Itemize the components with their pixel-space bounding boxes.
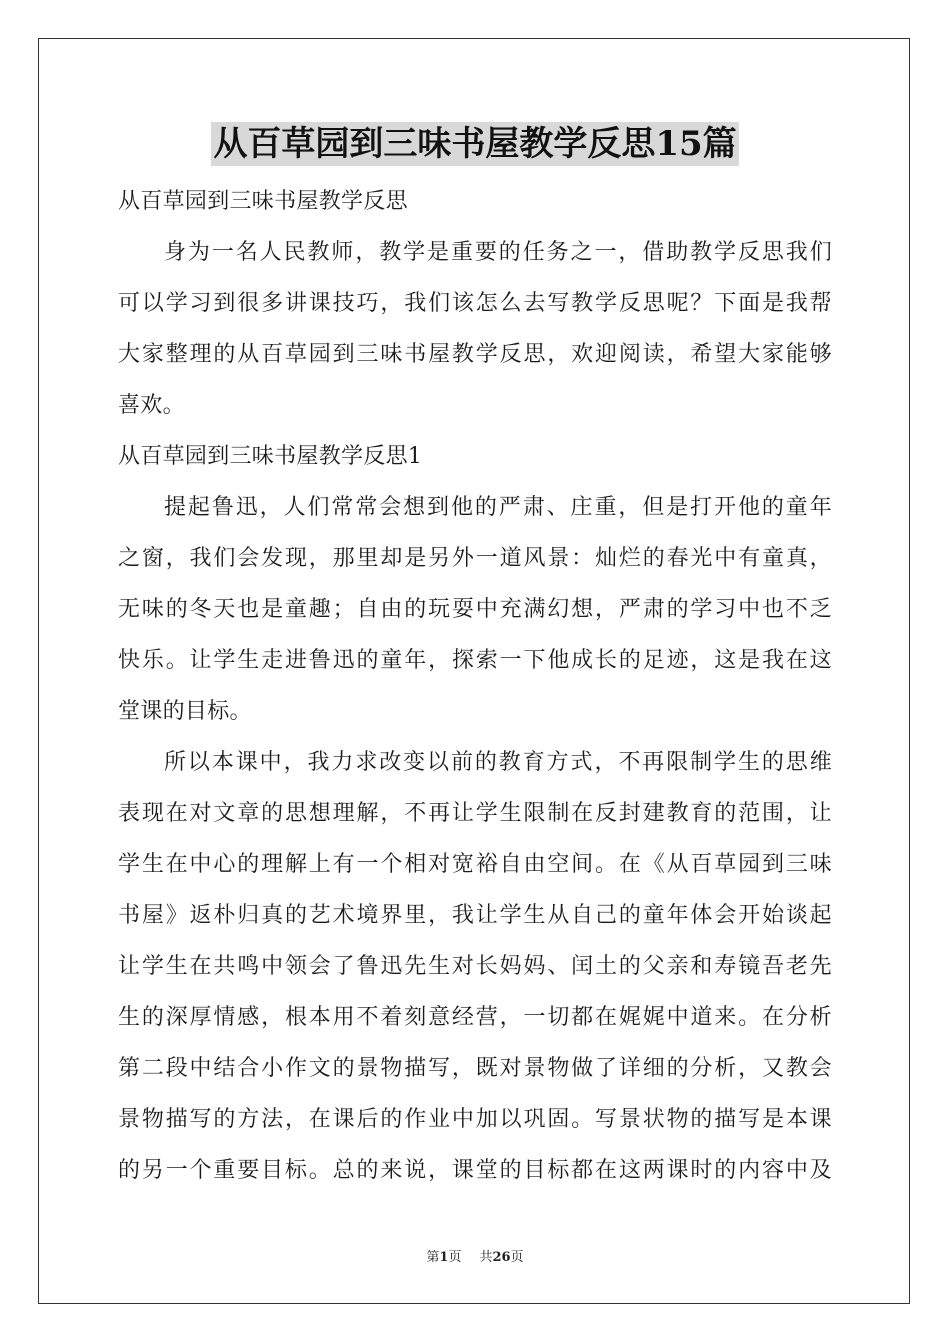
section-heading: 从百草园到三味书屋教学反思1 xyxy=(118,444,423,469)
text-line: 大家整理的从百草园到三味书屋教学反思，欢迎阅读，希望大家能够 xyxy=(118,342,832,367)
section1-paragraph-1 xyxy=(118,482,832,737)
text-line: 快乐。让学生走进鲁迅的童年，探索一下他成长的足迹，这是我在这 xyxy=(118,648,832,673)
text-line: 书屋》返朴归真的艺术境界里，我让学生从自己的童年体会开始谈起 xyxy=(118,903,832,928)
text-line: 表现在对文章的思想理解，不再让学生限制在反封建教育的范围，让 xyxy=(118,801,832,826)
title-container xyxy=(0,122,950,166)
text-line: 第二段中结合小作文的景物描写，既对景物做了详细的分析，又教会 xyxy=(118,1056,832,1081)
text-line: 喜欢。 xyxy=(118,393,185,418)
text-line: 堂课的目标。 xyxy=(118,699,252,724)
text-line: 无味的冬天也是童趣；自由的玩耍中充满幻想，严肃的学习中也不乏 xyxy=(118,597,832,622)
text-line: 学生在中心的理解上有一个相对宽裕自由空间。在《从百草园到三味 xyxy=(118,852,832,877)
text-line: 景物描写的方法，在课后的作业中加以巩固。写景状物的描写是本课 xyxy=(118,1107,832,1132)
text-line: 让学生在共鸣中领会了鲁迅先生对长妈妈、闰土的父亲和寿镜吾老先 xyxy=(118,954,832,979)
total-suffix: 页 xyxy=(510,1250,524,1265)
subtitle: 从百草园到三味书屋教学反思 xyxy=(118,189,408,214)
page-footer xyxy=(0,1246,950,1265)
text-line: 所以本课中，我力求改变以前的教育方式，不再限制学生的思维 xyxy=(164,750,832,775)
text-line: 的另一个重要目标。总的来说，课堂的目标都在这两课时的内容中及 xyxy=(118,1158,832,1183)
page-prefix: 第 xyxy=(426,1250,440,1265)
text-line: 身为一名人民教师，教学是重要的任务之一，借助教学反思我们 xyxy=(164,240,832,265)
section1-paragraph-2 xyxy=(118,737,832,1196)
document-body xyxy=(118,176,832,1196)
total-pages: 26 xyxy=(492,1250,511,1265)
text-line: 可以学习到很多讲课技巧，我们该怎么去写教学反思呢？下面是我帮 xyxy=(118,291,832,316)
total-prefix: 共 xyxy=(479,1250,493,1265)
page-suffix: 页 xyxy=(448,1250,462,1265)
text-line: 提起鲁迅，人们常常会想到他的严肃、庄重，但是打开他的童年 xyxy=(164,495,832,520)
document-title: 从百草园到三味书屋教学反思15篇 xyxy=(213,124,737,164)
intro-paragraph xyxy=(118,227,832,431)
text-line: 生的深厚情感，根本用不着刻意经营，一切都在娓娓中道来。在分析 xyxy=(118,1005,832,1030)
text-line: 之窗，我们会发现，那里却是另外一道风景：灿烂的春光中有童真， xyxy=(118,546,832,571)
page-number: 1 xyxy=(439,1250,449,1265)
